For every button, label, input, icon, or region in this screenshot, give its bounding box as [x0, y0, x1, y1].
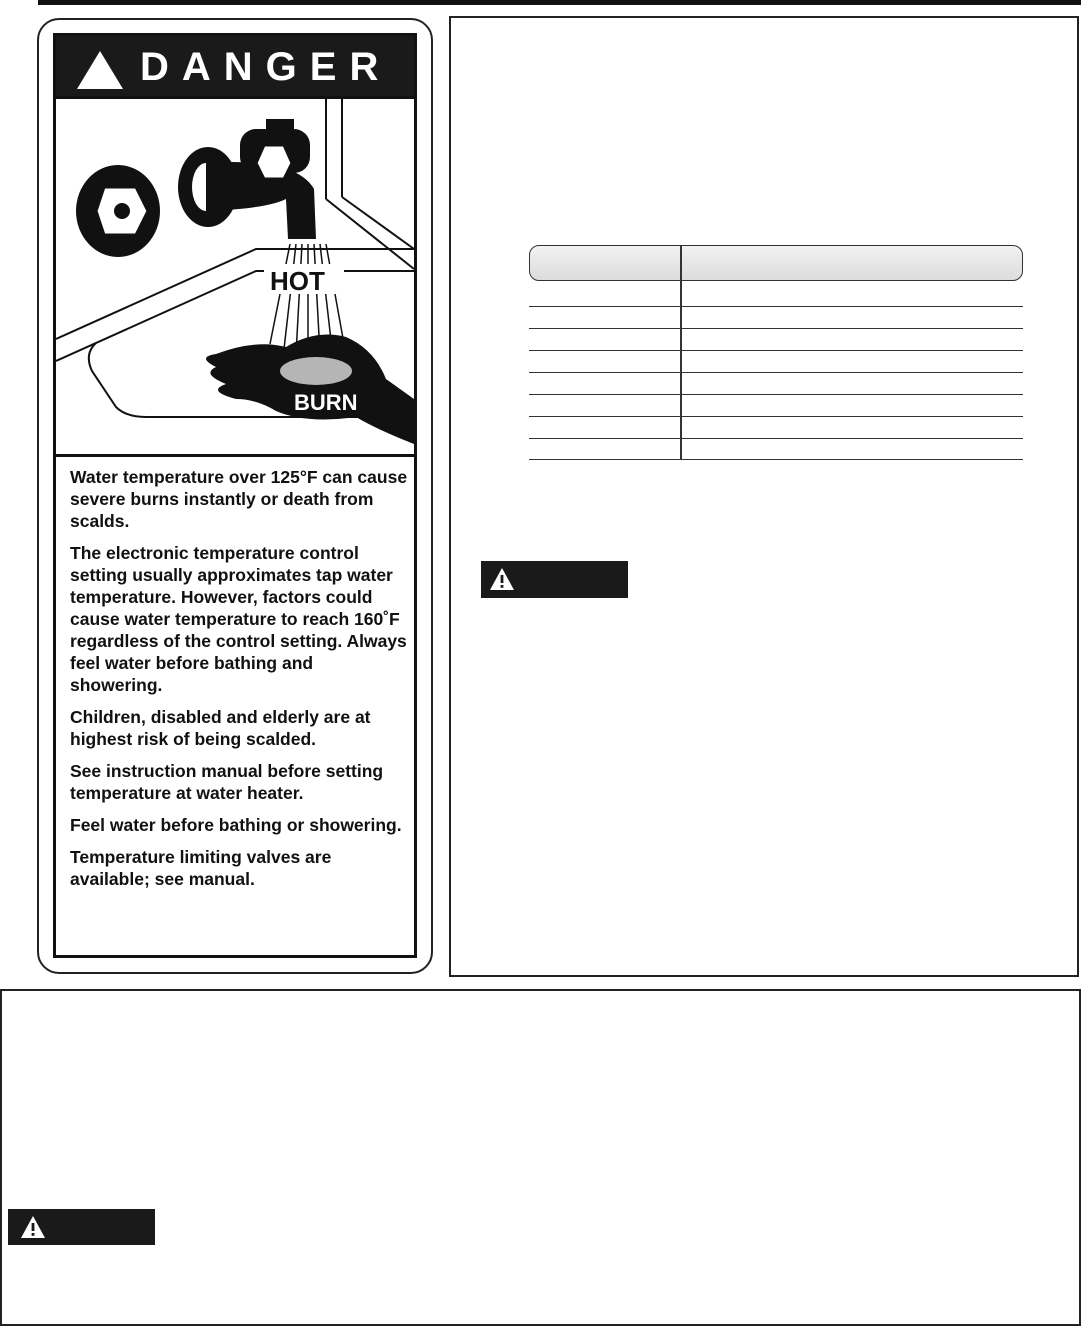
- table-column-divider: [680, 281, 682, 460]
- warning-triangle-icon: [489, 567, 515, 591]
- danger-label: [53, 33, 417, 958]
- svg-text:BURN: BURN: [294, 390, 358, 415]
- warning-triangle-icon: [76, 50, 124, 90]
- table-row: [529, 438, 1023, 439]
- table-row: [529, 394, 1023, 395]
- danger-header: [56, 36, 414, 99]
- table-row: [529, 328, 1023, 329]
- faucet-burn-icon: [56, 99, 414, 454]
- warning-triangle-icon: [20, 1215, 46, 1239]
- label-paragraph: Water temperature over 125°F can cause severe burns instantly or death from scalds.: [70, 467, 408, 531]
- table-row: [529, 459, 1023, 460]
- danger-label-text: [70, 466, 410, 900]
- danger-heading: DANGER: [140, 45, 392, 89]
- panel-warning-tag: [481, 561, 628, 598]
- bottom-section: [0, 989, 1081, 1326]
- table-row: [529, 350, 1023, 351]
- temperature-table-header: [529, 245, 1023, 281]
- table-row: [529, 306, 1023, 307]
- label-paragraph: Children, disabled and elderly are at highest risk of being scalded.: [70, 707, 371, 749]
- label-paragraph: Feel water before bathing or showering.: [70, 815, 402, 835]
- label-paragraph: Temperature limiting valves are available; see manual.: [70, 847, 332, 889]
- bottom-warning-tag: [8, 1209, 155, 1245]
- top-rule: [38, 0, 1081, 5]
- label-paragraph: The electronic temperature control setting usually approximates tap water temperature. However, factors could cause water temperature to reach 160˚F regardless of the control setting. Always feel water before bathing and showering.: [70, 543, 407, 695]
- table-row: [529, 372, 1023, 373]
- table-row: [529, 416, 1023, 417]
- label-paragraph: See instruction manual before setting temperature at water heater.: [70, 761, 384, 803]
- scald-illustration: [56, 99, 414, 457]
- temperature-panel: [449, 16, 1079, 977]
- svg-text:HOT: HOT: [270, 266, 325, 296]
